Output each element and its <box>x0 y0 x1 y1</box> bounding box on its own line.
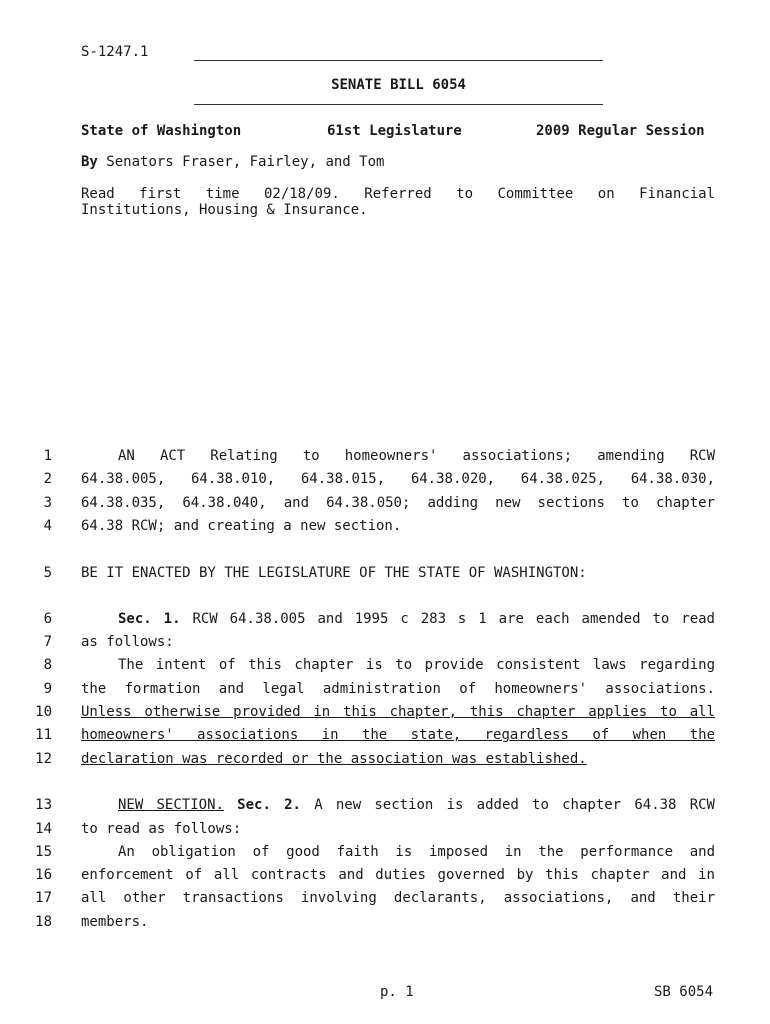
section-1-label: Sec. 1. <box>118 611 181 627</box>
bill-line: to read as follows: <box>81 821 242 837</box>
section-1-heading <box>81 609 715 629</box>
bill-line: 64.38 RCW; and creating a new section. <box>81 518 402 534</box>
bill-line: the formation and legal administration of homeowners' associations. <box>81 681 715 697</box>
footer-bill-number: SB 6054 <box>654 984 714 1000</box>
section-1-text: RCW 64.38.005 and 1995 c 283 s 1 are each amended to read <box>192 611 715 627</box>
bill-line: members. <box>81 914 149 930</box>
line-number: 7 <box>43 634 52 650</box>
line-number: 2 <box>43 471 52 487</box>
line-number: 11 <box>35 727 52 743</box>
line-number: 10 <box>35 704 52 720</box>
line-number: 15 <box>35 844 52 860</box>
line-number: 16 <box>35 867 52 883</box>
bill-line: as follows: <box>81 634 174 650</box>
page-number: p. 1 <box>380 984 414 1000</box>
legislature-label: 61st Legislature <box>327 123 462 139</box>
section-2-text: A new section is added to chapter 64.38 RCW <box>314 797 715 813</box>
bill-title: SENATE BILL 6054 <box>331 77 466 93</box>
sponsors: Senators Fraser, Fairley, and Tom <box>106 154 385 170</box>
sponsors-line <box>81 154 384 170</box>
line-number: 6 <box>43 611 52 627</box>
line-number: 5 <box>43 565 52 581</box>
bill-line: enforcement of all contracts and duties governed by this chapter and in <box>81 867 715 883</box>
line-number: 18 <box>35 914 52 930</box>
line-number: 9 <box>43 681 52 697</box>
reading-line-1: Read first time 02/18/09. Referred to Committee on Financial <box>81 186 715 202</box>
line-number: 14 <box>35 821 52 837</box>
bill-line: all other transactions involving declarants, associations, and their <box>81 890 715 906</box>
header-rule-top <box>194 60 603 61</box>
amendment-added-line: declaration was recorded or the association was established. <box>81 751 587 767</box>
line-number: 1 <box>43 448 52 464</box>
bill-line: The intent of this chapter is to provide consistent laws regarding <box>118 657 715 673</box>
bill-line: 64.38.035, 64.38.040, and 64.38.050; adding new sections to chapter <box>81 495 715 511</box>
line-number: 4 <box>43 518 52 534</box>
amendment-added-line: homeowners' associations in the state, regardless of when the <box>81 727 715 743</box>
state-label: State of Washington <box>81 123 242 139</box>
reading-line-2: Institutions, Housing & Insurance. <box>81 202 368 218</box>
amendment-added-line: Unless otherwise provided in this chapter, this chapter applies to all <box>81 704 715 720</box>
bill-line: AN ACT Relating to homeowners' associations; amending RCW <box>118 448 715 464</box>
sponsors-by-label: By <box>81 154 98 170</box>
line-number: 13 <box>35 797 52 813</box>
session-label: 2009 Regular Session <box>536 123 705 139</box>
new-section-label: NEW SECTION. <box>118 797 224 813</box>
section-2-label: Sec. 2. <box>237 797 301 813</box>
line-number: 8 <box>43 657 52 673</box>
line-number: 17 <box>35 890 52 906</box>
enacting-clause: BE IT ENACTED BY THE LEGISLATURE OF THE STATE OF WASHINGTON: <box>81 565 587 581</box>
document-number: S-1247.1 <box>81 44 149 60</box>
line-number: 12 <box>35 751 52 767</box>
bill-line: An obligation of good faith is imposed in the performance and <box>118 844 715 860</box>
header-rule-bottom <box>194 104 603 105</box>
section-2-heading <box>81 795 715 815</box>
bill-line: 64.38.005, 64.38.010, 64.38.015, 64.38.020, 64.38.025, 64.38.030, <box>81 471 715 487</box>
line-number: 3 <box>43 495 52 511</box>
